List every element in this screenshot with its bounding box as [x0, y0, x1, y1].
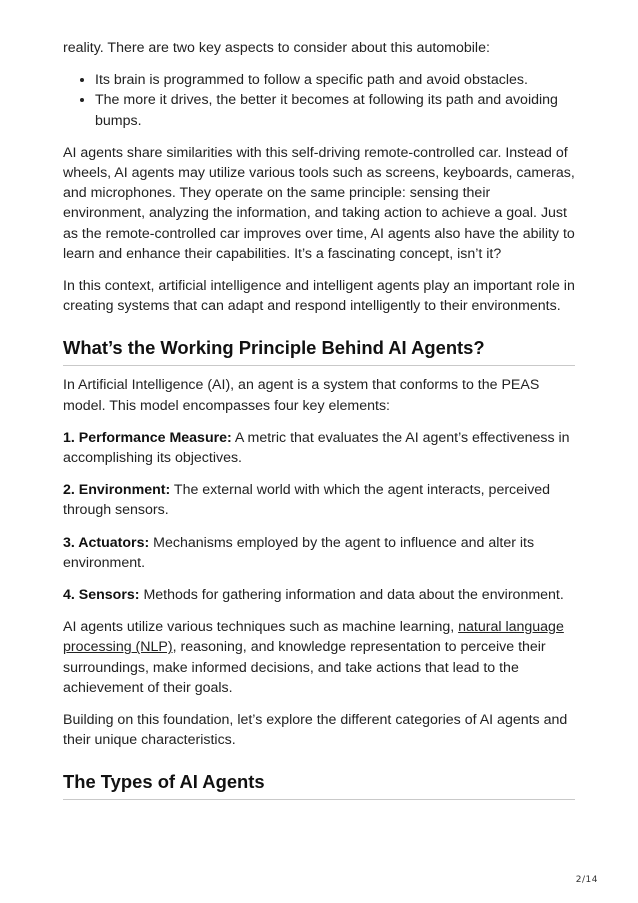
techniques-text-after: , reasoning, and knowledge representation to perceive their surroundings, make informed decisions, and take actions that lead to the achievement of their goals.	[63, 639, 546, 696]
car-aspects-list	[63, 70, 575, 131]
peas-term: 3. Actuators:	[63, 534, 150, 551]
document-page	[63, 38, 575, 800]
peas-description: Methods for gathering information and data about the environment.	[139, 587, 564, 604]
paragraph-techniques	[63, 617, 575, 698]
list-item: • The more it drives, the better it becomes at following its path and avoiding bumps.	[95, 90, 575, 130]
peas-performance-measure	[63, 428, 575, 468]
section-heading-types: The Types of AI Agents	[63, 770, 575, 800]
peas-description: A metric that evaluates the AI agent’s effectiveness in accomplishing its objectives.	[63, 429, 570, 467]
paragraph-agents-share: AI agents share similarities with this self-driving remote-controlled car. Instead of wheels, AI agents may utilize various tools such as screens, keyboards, cameras, and microphones. They operate on the same principle: sensing their environment, analyzing the information, and taking action to achieve a goal. Just as the remote-controlled car improves over time, AI agents also have the ability to learn and enhance their capabilities. It’s a fascinating concept, isn’t it?	[63, 144, 575, 262]
list-item: • Its brain is programmed to follow a specific path and avoid obstacles.	[95, 70, 575, 90]
peas-description: Mechanisms employed by the agent to influence and alter its environment.	[63, 534, 535, 571]
peas-description: The external world with which the agent interacts, perceived through sensors.	[63, 482, 551, 519]
section-heading-working-principle: What’s the Working Principle Behind AI Agents?	[63, 336, 575, 366]
peas-environment	[63, 480, 575, 520]
nlp-link[interactable]: natural language processing (NLP)	[63, 619, 564, 656]
peas-term: 1. Performance Measure:	[63, 429, 232, 446]
intro-line: reality. There are two key aspects to consider about this automobile:	[63, 40, 490, 56]
peas-term: 2. Environment:	[63, 482, 171, 499]
peas-sensors	[63, 585, 575, 605]
paragraph-peas-intro: In Artificial Intelligence (AI), an agent is a system that conforms to the PEAS model. This model encompasses four key elements:	[63, 377, 540, 414]
page-number: 2/14	[575, 875, 598, 885]
peas-term: 4. Sensors:	[63, 587, 140, 604]
peas-actuators	[63, 533, 575, 573]
paragraph-context: In this context, artificial intelligence and intelligent agents play an important role in creating systems that can adapt and respond intelligently to their environments.	[63, 278, 575, 315]
techniques-text-before: AI agents utilize various techniques such as machine learning,	[63, 619, 459, 636]
paragraph-building: Building on this foundation, let’s explore the different categories of AI agents and their unique characteristics.	[63, 712, 568, 749]
